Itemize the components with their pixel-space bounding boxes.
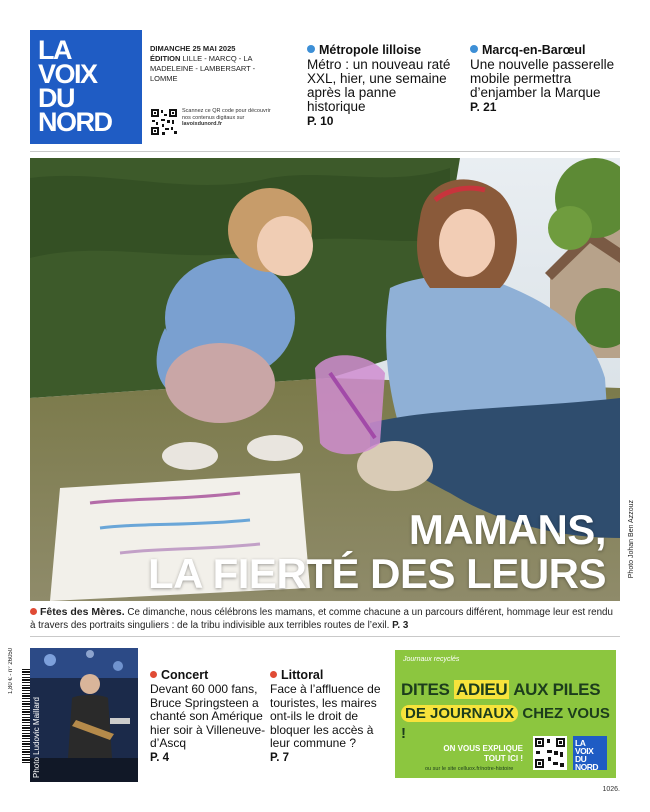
teaser-kicker bbox=[470, 42, 620, 58]
headline-line-1[interactable]: MAMANS, bbox=[408, 506, 606, 553]
divider bbox=[30, 636, 620, 637]
bullet-dot-icon bbox=[270, 671, 277, 678]
teaser-kicker bbox=[307, 42, 457, 58]
logo-line: NORD bbox=[38, 107, 112, 137]
ad-text: AUX PILES bbox=[513, 680, 601, 699]
barcode-block bbox=[6, 648, 26, 782]
concert-photo[interactable] bbox=[30, 648, 138, 782]
teaser-body: Métro : un nouveau raté XXL, hier, une semaine après la panne historique bbox=[307, 57, 451, 114]
story-kicker-text: Concert bbox=[161, 668, 209, 682]
story-littoral[interactable] bbox=[270, 668, 390, 765]
qr-caption-text: Scannez ce QR code pour découvrir nos contenus digitaux sur bbox=[182, 108, 271, 121]
ad-url[interactable]: ou sur le site celluox.fr/notre-histoire bbox=[425, 766, 514, 772]
story-kicker bbox=[150, 668, 270, 683]
logo-line: NORD bbox=[575, 762, 599, 772]
logo-line: DU bbox=[38, 83, 74, 113]
story-body: Devant 60 000 fans, Bruce Springsteen a chanté son Amérique hier soir à Villeneuve-d’Ascq bbox=[150, 682, 266, 750]
qr-promo bbox=[150, 108, 280, 140]
logo-line: VOIX bbox=[38, 59, 97, 89]
story-body: Face à l’affluence de touristes, les maires ont-ils le droit de bloquer les accès à leur commune ? bbox=[270, 682, 381, 750]
edition-towns: LILLE - MARCQ - LA MADELEINE - LAMBERSART - LOMME bbox=[150, 54, 256, 83]
qr-code-icon[interactable] bbox=[150, 108, 178, 136]
photo-credit: Photo Johan Ben Azzouz bbox=[628, 500, 635, 579]
ad-highlight: ADIEU bbox=[456, 680, 508, 699]
ad-highlight: DE JOURNAUX bbox=[401, 705, 518, 722]
lead-paragraph[interactable] bbox=[30, 606, 620, 632]
edition-label: ÉDITION bbox=[150, 54, 181, 63]
edition-info bbox=[150, 44, 265, 84]
teaser-metro[interactable] bbox=[307, 42, 457, 129]
bullet-dot-icon bbox=[307, 45, 315, 53]
teaser-kicker-text: Marcq-en-Barœul bbox=[482, 43, 586, 57]
bullet-dot-icon bbox=[30, 608, 37, 615]
lead-text: Ce dimanche, nous célébrons les mamans, et comme chacune a un parcours différent, hommage leur est rendu à travers des portraits singuliers : de la tribu indivisible aux terribles routes de l’exil. bbox=[30, 607, 613, 631]
story-page: P. 7 bbox=[270, 751, 289, 764]
lead-kicker: Fêtes des Mères. bbox=[40, 606, 125, 618]
qr-caption bbox=[182, 108, 272, 128]
issue-code: 1026. bbox=[602, 786, 620, 793]
story-page: P. 4 bbox=[150, 751, 169, 764]
main-photo[interactable] bbox=[30, 158, 620, 601]
ad-qr-code-icon[interactable] bbox=[533, 736, 567, 770]
concert-illustration bbox=[30, 648, 138, 782]
price-issue: 1,80 € - n° 26050 bbox=[8, 648, 14, 695]
teaser-page: P. 10 bbox=[307, 114, 334, 128]
story-kicker-text: Littoral bbox=[281, 668, 324, 682]
teaser-body: Une nouvelle passerelle mobile permettra d’enjamber la Marque bbox=[470, 57, 615, 100]
story-kicker bbox=[270, 668, 390, 683]
logo-line: VOIX bbox=[575, 746, 594, 756]
ad-text: DITES bbox=[401, 680, 450, 699]
qr-caption-site[interactable]: lavoixdunord.fr bbox=[182, 121, 223, 127]
ad-cta: ON VOUS EXPLIQUE TOUT ICI ! bbox=[443, 744, 523, 763]
teaser-marcq[interactable] bbox=[470, 42, 620, 115]
divider bbox=[30, 151, 620, 152]
bullet-dot-icon bbox=[470, 45, 478, 53]
lead-page: P. 3 bbox=[392, 620, 409, 631]
ad-text: CHEZ VOUS ! bbox=[401, 705, 610, 742]
recycling-ad[interactable] bbox=[395, 650, 616, 778]
logo-line: LA bbox=[38, 35, 71, 65]
logo-line: DU bbox=[575, 754, 587, 764]
logo-line: LA bbox=[575, 738, 586, 748]
ad-mini-logo bbox=[573, 736, 607, 770]
bullet-dot-icon bbox=[150, 671, 157, 678]
ad-brand: Journaux recyclés bbox=[403, 656, 460, 663]
headline-line-2[interactable]: LA FIERTÉ DES LEURS bbox=[148, 550, 606, 597]
ad-headline-1 bbox=[401, 680, 600, 700]
teaser-page: P. 21 bbox=[470, 100, 497, 114]
story-concert[interactable] bbox=[150, 668, 270, 765]
teaser-kicker-text: Métropole lilloise bbox=[319, 43, 422, 57]
issue-date: DIMANCHE 25 MAI 2025 bbox=[150, 44, 236, 53]
newspaper-logo[interactable] bbox=[30, 30, 142, 144]
